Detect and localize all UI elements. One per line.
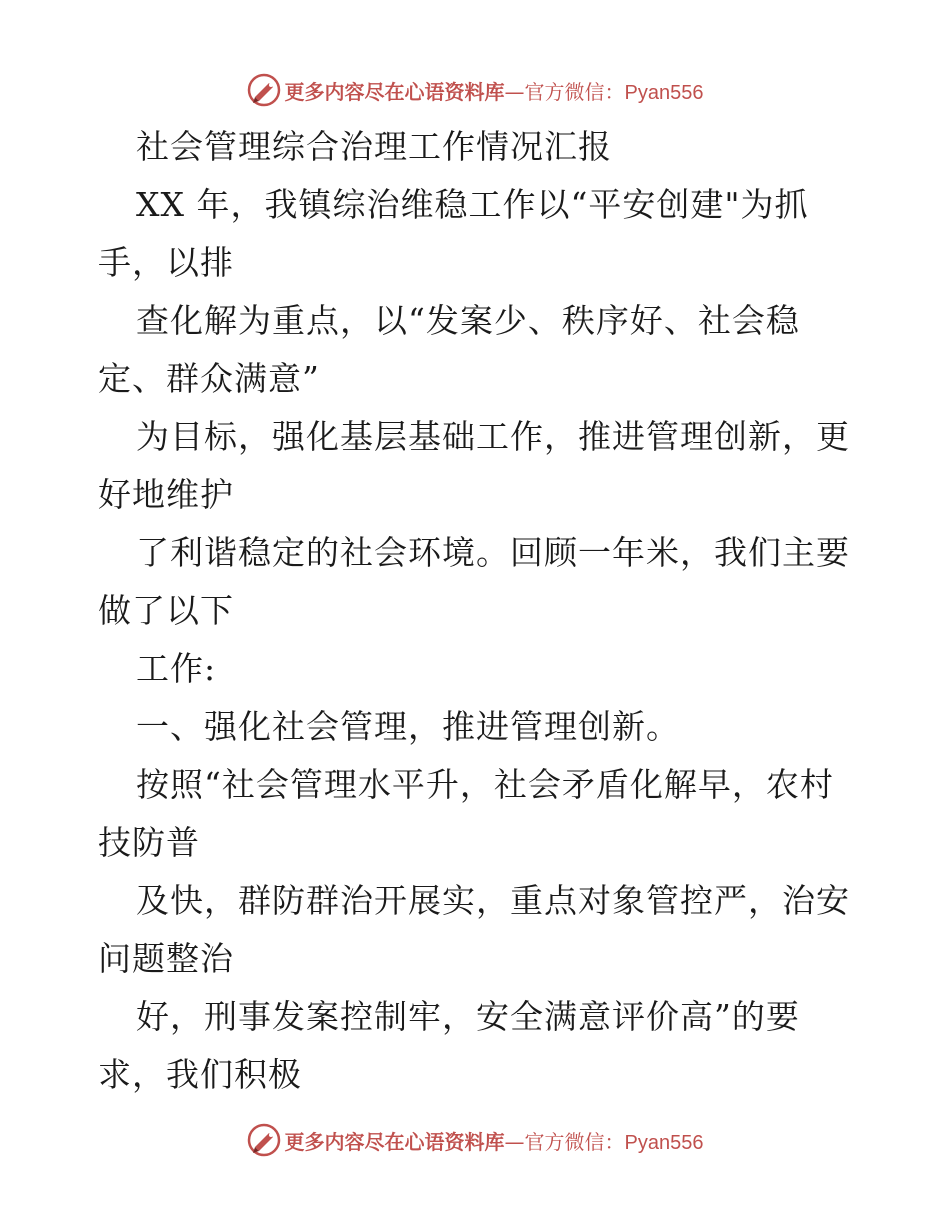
paragraph-line: XX 年，我镇综治维稳工作以“平安创建"为抓 xyxy=(136,185,809,224)
header-account: Pyan556 xyxy=(624,81,704,104)
paragraph-line: 好地维护 xyxy=(98,475,234,514)
pen-logo-icon xyxy=(247,73,281,107)
footer-separator: — xyxy=(504,1129,525,1154)
paragraph-line: 求，我们积极 xyxy=(98,1055,302,1094)
paragraph-line: 及快，群防群治开展实，重点对象管控严，治安 xyxy=(136,881,850,920)
header-banner xyxy=(0,70,950,110)
section-heading: 一、强化社会管理，推进管理创新。 xyxy=(136,707,680,746)
paragraph-line: 技防普 xyxy=(98,823,200,862)
paragraph-line: 为目标，强化基层基础工作，推进管理创新，更 xyxy=(136,417,850,456)
document-title: 社会管理综合治理工作情况汇报 xyxy=(136,127,612,166)
paragraph-line: 定、群众满意” xyxy=(98,359,320,398)
header-text xyxy=(285,76,704,105)
paragraph-line: 好，刑事发案控制牢，安全满意评价高”的要 xyxy=(136,997,800,1036)
paragraph-line: 手，以排 xyxy=(98,243,234,282)
paragraph-line: 工作: xyxy=(136,649,217,688)
paragraph-line: 按照“社会管理水平升，社会矛盾化解早，农村 xyxy=(136,765,834,804)
header-separator: — xyxy=(504,79,525,104)
paragraph-line: 查化解为重点，以“发案少、秩序好、社会稳 xyxy=(136,301,800,340)
footer-label: 官方微信： xyxy=(524,1129,625,1154)
pen-logo-icon xyxy=(247,1123,281,1157)
paragraph-line: 问题整治 xyxy=(98,939,234,978)
header-label: 官方微信： xyxy=(524,79,625,104)
paragraph-line: 做了以下 xyxy=(98,591,234,630)
footer-text xyxy=(285,1126,704,1155)
header-brand: 更多内容尽在心语资料库 xyxy=(284,79,505,104)
footer-banner xyxy=(0,1120,950,1160)
footer-account: Pyan556 xyxy=(624,1131,704,1154)
document-body xyxy=(98,118,858,1104)
footer-brand: 更多内容尽在心语资料库 xyxy=(284,1129,505,1154)
paragraph-line: 了利谐稳定的社会环境。回顾一年米，我们主要 xyxy=(136,533,850,572)
